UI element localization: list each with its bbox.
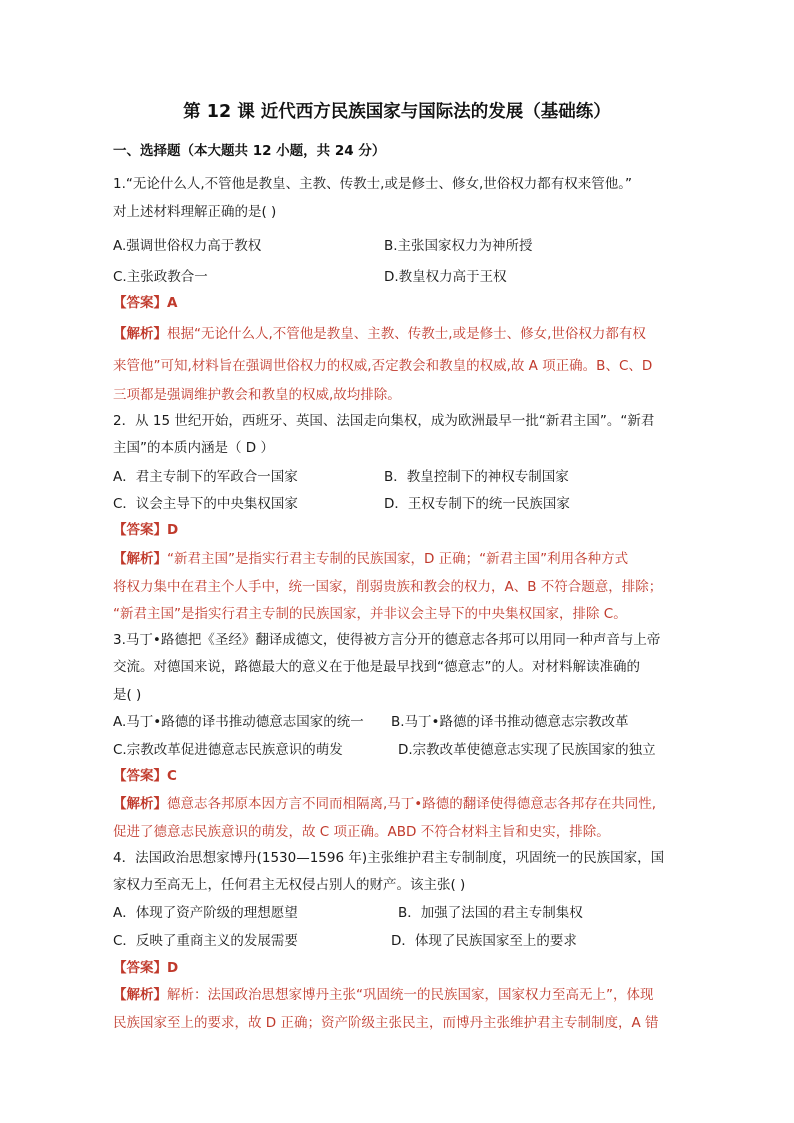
q4-explain-line-1 <box>113 983 654 1003</box>
q1-stem-line-2: 对上述材料理解正确的是( ) <box>113 204 277 220</box>
q2-stem-line-2: 主国”的本质内涵是（ D ） <box>113 440 274 456</box>
q4-answer: 【答案】D <box>113 960 179 976</box>
q1-option-c: C.主张政教合一 <box>113 269 208 285</box>
q1-explain-line-3: 三项都是强调维护教会和教皇的权威,故均排除。 <box>113 387 401 403</box>
q3-answer: 【答案】C <box>113 768 177 784</box>
q1-explain-line-2: 来管他”可知,材料旨在强调世俗权力的权威,否定教会和教皇的权威,故 A 项正确。B、C、D <box>113 358 653 374</box>
q2-option-c: C．议会主导下的中央集权国家 <box>113 496 298 512</box>
q3-option-b: B.马丁•路德的译书推动德意志宗教改革 <box>391 714 629 730</box>
q1-option-a: A.强调世俗权力高于教权 <box>113 238 262 254</box>
q4-option-d: D．体现了民族国家至上的要求 <box>391 933 577 949</box>
q3-stem-line-3: 是( ) <box>113 687 142 703</box>
q2-explain-line-2: 将权力集中在君主个人手中，统一国家，削弱贵族和教会的权力，A、B 不符合题意，排除； <box>113 579 663 595</box>
q2-explain-tag: 【解析】 <box>113 551 167 567</box>
section-heading: 一、选择题（本大题共 12 小题，共 24 分） <box>113 143 386 159</box>
q3-explain-text-1: 德意志各邦原本因方言不同而相隔离,马丁•路德的翻译使得德意志各邦存在共同性, <box>167 796 657 812</box>
q3-option-d: D.宗教改革使德意志实现了民族国家的独立 <box>398 742 656 758</box>
q2-answer: 【答案】D <box>113 522 179 538</box>
q1-explain-tag: 【解析】 <box>113 326 167 342</box>
q4-option-a: A．体现了资产阶级的理想愿望 <box>113 905 298 921</box>
q1-explain-line-1 <box>113 322 646 342</box>
q4-option-b: B．加强了法国的君主专制集权 <box>398 905 583 921</box>
q3-stem-line-1: 3.马丁•路德把《圣经》翻译成德文，使得被方言分开的德意志各邦可以用同一种声音与上帝 <box>113 632 661 648</box>
q4-stem-line-1: 4．法国政治思想家博丹(1530—1596 年)主张维护君主专制制度，巩固统一的民族国家，国 <box>113 850 665 866</box>
q2-option-b: B．教皇控制下的神权专制国家 <box>384 469 569 485</box>
q3-stem-line-2: 交流。对德国来说，路德最大的意义在于他是最早找到“德意志”的人。对材料解读准确的 <box>113 659 640 675</box>
q1-option-d: D.教皇权力高于王权 <box>384 269 507 285</box>
q2-option-d: D．王权专制下的统一民族国家 <box>384 496 570 512</box>
q1-explain-text-1: 根据“无论什么人,不管他是教皇、主教、传教士,或是修士、修女,世俗权力都有权 <box>167 326 646 342</box>
q3-explain-tag: 【解析】 <box>113 796 167 812</box>
q3-explain-line-2: 促进了德意志民族意识的萌发，故 C 项正确。ABD 不符合材料主旨和史实，排除。 <box>113 824 610 840</box>
q4-explain-line-2: 民族国家至上的要求，故 D 正确；资产阶级主张民主，而博丹主张维护君主专制制度，A 错 <box>113 1015 659 1031</box>
q4-option-c: C．反映了重商主义的发展需要 <box>113 933 298 949</box>
q3-option-a: A.马丁•路德的译书推动德意志国家的统一 <box>113 714 364 730</box>
q2-option-a: A．君主专制下的军政合一国家 <box>113 469 298 485</box>
q1-option-b: B.主张国家权力为神所授 <box>384 238 533 254</box>
q2-stem-line-1: 2．从 15 世纪开始，西班牙、英国、法国走向集权，成为欧洲最早一批“新君主国”。“新君 <box>113 413 655 429</box>
q4-explain-text-1: 解析：法国政治思想家博丹主张“巩固统一的民族国家，国家权力至高无上”，体现 <box>167 987 654 1003</box>
q2-explain-line-3: “新君主国”是指实行君主专制的民族国家，并非议会主导下的中央集权国家，排除 C。 <box>113 606 627 622</box>
q4-stem-line-2: 家权力至高无上，任何君主无权侵占别人的财产。该主张( ) <box>113 877 466 893</box>
page-title: 第 12 课 近代西方民族国家与国际法的发展（基础练） <box>183 102 611 122</box>
q3-option-c: C.宗教改革促进德意志民族意识的萌发 <box>113 742 343 758</box>
q1-answer: 【答案】A <box>113 295 178 311</box>
q3-explain-line-1 <box>113 792 656 812</box>
q2-explain-text-1: “新君主国”是指实行君主专制的民族国家，D 正确；“新君主国”利用各种方式 <box>167 551 629 567</box>
q4-explain-tag: 【解析】 <box>113 987 167 1003</box>
q2-explain-line-1 <box>113 547 628 567</box>
q1-stem-line-1: 1.“无论什么人,不管他是教皇、主教、传教士,或是修士、修女,世俗权力都有权来管他。” <box>113 176 632 192</box>
